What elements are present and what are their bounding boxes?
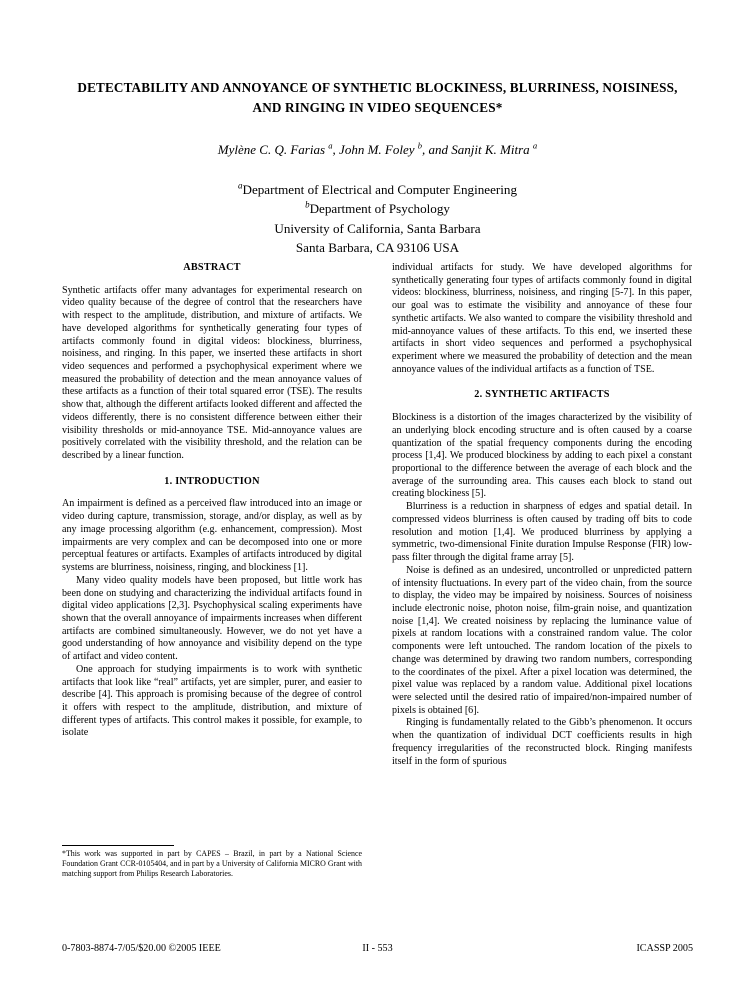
introduction-heading: 1. INTRODUCTION [164,475,260,487]
author-1-name: Mylène C. Q. Farias [217,142,329,157]
author-2-affiliation-marker: b [417,140,423,151]
introduction-paragraph-4: individual artifacts for study. We have developed algorithms for synthetically generating four types of artifacts commonly found in digital videos: blockiness, blurriness, noisiness, and ringing [5-7]. In this paper, our goal was to estimate the visibility and annoyance of these four synthetic artifacts. We also wanted to compare the visibility threshold and mid-annoyance values of these artifacts. To this end, we inserted these artifacts in short video sequences and performed a psychophysical experiment where we measured the probability of detection and the mean annoyance values of the individual artifacts as a function of TSE. [392,262,692,375]
footnote-rule [62,845,174,846]
affiliation-line-1 [62,180,693,199]
page-title: DETECTABILITY AND ANNOYANCE OF SYNTHETIC BLOCKINESS, BLURRINESS, NOISINESS, AND RINGING IN VIDEO SEQUENCES* [77,80,678,115]
abstract-heading: ABSTRACT [183,262,241,273]
author-1-affiliation-marker: a [328,140,333,151]
footer-page-number: II - 553 [362,943,393,954]
author-separator-1: , John M. Foley [332,142,418,157]
synthetic-artifacts-paragraph-4: Ringing is fundamentally related to the Gibb’s phenomenon. It occurs when the quantization of individual DCT coefficients results in high frequency irregularities of the reconstructed block. Ringing manifests itself in the form of spurious [392,717,692,767]
affiliation-dept-psychology: Department of Psychology [309,201,450,217]
affiliation-dept-electrical: Department of Electrical and Computer Engineering [242,182,517,197]
synthetic-artifacts-paragraph-2: Blurriness is a reduction in sharpness of edges and spatial detail. In compressed videos blurriness is often caused by trading off bits to code resolution and motion [1,4]. We produced blurriness by applying a symmetric, two-dimensional Finite duration Impulse Response (FIR) low-pass filter through the digital frame array [5]. [392,501,692,564]
synthetic-artifacts-paragraph-3: Noise is defined as an undesired, uncontrolled or unpredicted pattern of intensity fluctuations. In every part of the video chain, from the source to display, the video may be impaired by noisiness. Sources of noisiness include electronic noise, photon noise, film-grain noise, and quantization noise [1,4]. We created noisiness by replacing the luminance value of pixels at random locations with a constrained random value. The color components were left untouched. The random location of the pixels to change was determined by drawing two random numbers, corresponding to the coordinates of the pixel. After a pixel location was determined, the pixel value was replaced by a random value. Additional pixel locations were selected until the desired ratio of impaired/non-impaired number of pixels is obtained [6]. [392,564,692,716]
footer-conference: ICASSP 2005 [636,943,693,954]
affiliation-line-2 [62,199,693,218]
abstract-body: Synthetic artifacts offer many advantages for experimental research on video quality because of the degree of control that the researchers have with respect to the amplitude, distribution, and mixture of artifacts. We have developed algorithms for synthetically generating four types of artifacts commonly found in digital videos: blockiness, blurriness, noisiness, and ringing. In this paper, we inserted these artifacts in short video sequences and performed a psychophysical experiment where we measured the probability of detection and the mean annoyance values of these artifacts as a function of their total squared error (TSE). The results show that, although the different artifacts looked different and affected the videos differently, there is no consistent difference between either their visibility thresholds or mid-annoyance TSE. Mid-annoyance values are positively correlated with the visibility threshold, and the relation can be described by a linear function. [62,284,362,462]
footer-copyright: 0-7803-8874-7/05/$20.00 ©2005 IEEE [62,943,221,954]
introduction-paragraph-3: One approach for studying impairments is to work with synthetic artifacts that look like “real” artifacts, yet are simpler, purer, and easier to describe [4]. This approach is promising because of the degree of control it offers with respect to the amplitude, distribution, and mixture of different types of artifacts. This control makes it possible, for example, to isolate [62,663,362,739]
left-column [62,262,362,740]
author-list [62,141,693,158]
footnote-block [62,845,362,880]
right-column [392,262,692,768]
affiliation-marker-a: a [237,180,243,191]
author-separator-2: , and Sanjit K. Mitra [422,142,533,157]
introduction-paragraph-1: An impairment is defined as a perceived flaw introduced into an image or video during capture, transmission, storage, and/or display, as well as by any image processing algorithm (e.g. enhancement, compression). Most impairments are very complex and can be decomposed into one or more perceptual features or artifacts. Examples of artifacts introduced by digital systems are blurriness, noisiness, ringing, and blockiness [1]. [62,498,362,574]
affiliation-university: University of California, Santa Barbara [274,220,481,236]
affiliation-address: Santa Barbara, CA 93106 USA [295,240,460,256]
affiliation-block [62,180,693,258]
footnote-text: *This work was supported in part by CAPES – Brazil, in part by a National Science Foundation Grant CCR-0105404, and in part by a University of California MICRO Grant with matching support from Philips Research Laboratories. [62,849,362,879]
affiliation-marker-b: b [305,200,310,211]
introduction-paragraph-2: Many video quality models have been proposed, but little work has been done on studying and characterizing the individual artifacts found in digital video applications [2,3]. Psychophysical scaling experiments have shown that the overall annoyance of impairments increases when different artifacts are combined simultaneously. However, we do not yet have a good understanding of how annoyance and visibility depend on the type of artifact and video content. [62,574,362,663]
paper-header [62,78,693,258]
author-3-affiliation-marker: a [532,140,538,151]
synthetic-artifacts-paragraph-1: Blockiness is a distortion of the images characterized by the visibility of an underlying block encoding structure and is often caused by a coarse quantization of the spatial frequency components during the encoding process [1,4]. We produced blockiness by adding to each pixel a constant proportional to the difference between the average of each block and the average of the surrounding area. This causes each block to stand out creating blockiness [5]. [392,412,692,500]
synthetic-artifacts-heading: 2. SYNTHETIC ARTIFACTS [474,389,610,401]
